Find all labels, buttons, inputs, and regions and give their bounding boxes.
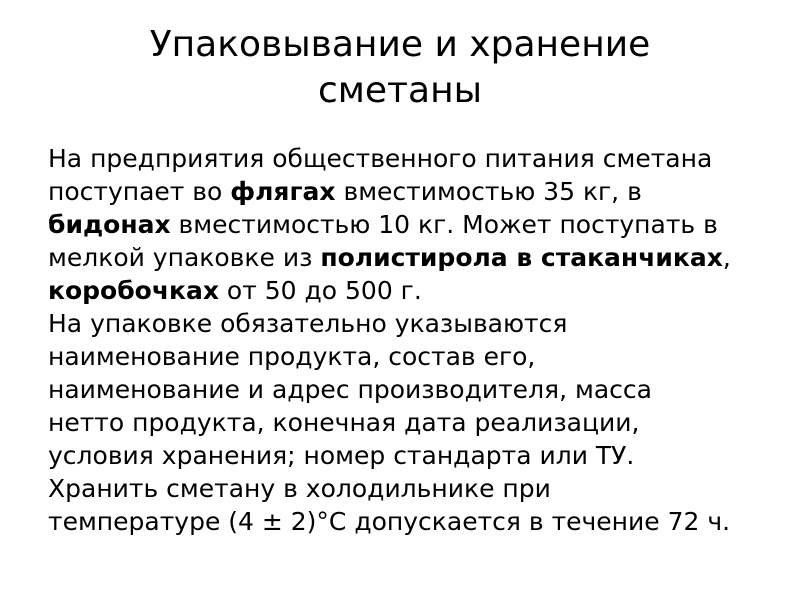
text-line bbox=[48, 439, 770, 472]
text-line bbox=[48, 505, 770, 538]
bold-text-segment: коробочках bbox=[48, 276, 219, 305]
bold-text-segment: полистирола в стаканчиках bbox=[320, 243, 723, 272]
text-segment: нетто продукта, конечная дата реализации, bbox=[48, 408, 640, 437]
text-segment: наименование продукта, состав его, bbox=[48, 342, 536, 371]
text-segment: На упаковке обязательно указываются bbox=[48, 309, 568, 338]
text-line bbox=[48, 208, 770, 241]
slide-title-line-2: сметаны bbox=[317, 70, 483, 111]
text-segment: условия хранения; номер стандарта или ТУ. bbox=[48, 441, 635, 470]
text-segment: Хранить сметану в холодильнике при bbox=[48, 474, 551, 503]
slide-title-line-1: Упаковывание и хранение bbox=[149, 24, 651, 65]
text-segment: температуре (4 ± 2)°С допускается в течение 72 ч. bbox=[48, 507, 731, 536]
text-segment: На предприятия общественного питания сметана bbox=[48, 144, 713, 173]
bold-text-segment: бидонах bbox=[48, 210, 171, 239]
text-line bbox=[48, 274, 770, 307]
text-line bbox=[48, 307, 770, 340]
paragraph bbox=[48, 307, 770, 472]
text-segment: мелкой упаковке из bbox=[48, 243, 321, 272]
text-line bbox=[48, 340, 770, 373]
text-line bbox=[48, 142, 770, 175]
text-segment: , bbox=[722, 243, 731, 272]
bold-text-segment: флягах bbox=[230, 177, 336, 206]
text-segment: поступает во bbox=[48, 177, 231, 206]
text-line bbox=[48, 175, 770, 208]
slide-title bbox=[0, 0, 800, 114]
text-segment: вместимостью 10 кг. Может поступать в bbox=[170, 210, 718, 239]
paragraph bbox=[48, 142, 770, 307]
paragraph bbox=[48, 472, 770, 538]
slide-body bbox=[48, 142, 770, 538]
text-segment: от 50 до 500 г. bbox=[218, 276, 422, 305]
text-line bbox=[48, 241, 770, 274]
text-segment: наименование и адрес производителя, масса bbox=[48, 375, 652, 404]
text-line bbox=[48, 373, 770, 406]
text-segment: вместимостью 35 кг, в bbox=[335, 177, 642, 206]
text-line bbox=[48, 472, 770, 505]
text-line bbox=[48, 406, 770, 439]
